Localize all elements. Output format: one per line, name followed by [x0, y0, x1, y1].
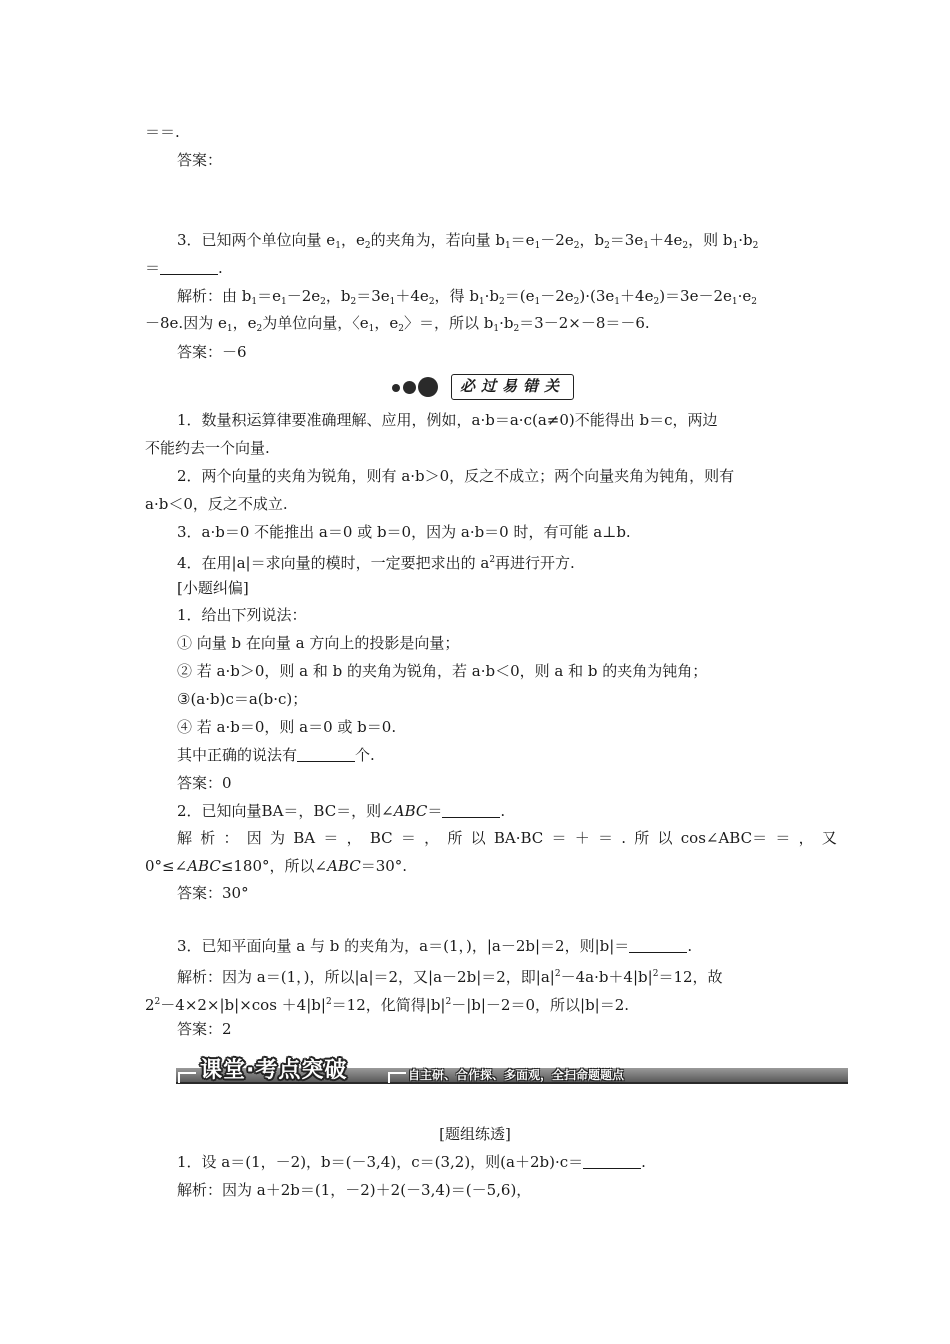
quiz-q3-solution-line2: $2^2-4\times 2\times|b|\times\cos +4|b|^2=12$，化简得$|b|^2-|b|-2=0$，所以|b|＝2.: [145, 996, 630, 1014]
quiz-q1-option-2: ② 若 a·b＞0，则 a 和 b 的夹角为锐角，若 a·b＜0，则 a 和 b 的夹角为钝角；: [177, 662, 708, 680]
quiz-q1-option-3: ③(a·b)c＝a(b·c)；: [177, 690, 308, 708]
quiz-q2-solution-line2: 0°≤∠ABC≤180°，所以∠ABC＝30°.: [145, 857, 408, 875]
banner-hook-decoration: [388, 1072, 406, 1083]
answer-blank: [297, 747, 355, 762]
banner-hook-decoration: [178, 1072, 196, 1083]
quiz-q2-solution-line1: 解 析 ： 因 为 BA ＝ ， BC ＝ ， 所 以 BA·BC ＝ ＋ ＝ . 所 以 cos∠ABC＝ ＝ ， 又: [177, 829, 837, 847]
answer-blank: [583, 1154, 641, 1169]
practice-q1-solution: 解析：因为 a＋2b＝(1，－2)＋2(－3,4)＝(－5,6)，: [177, 1181, 532, 1199]
section-banner-classroom: [176, 1057, 848, 1085]
q3-answer: 答案：－6: [177, 343, 247, 361]
q3-prompt-line1: 3．已知两个单位向量 $e_1$，$e_2$的夹角为，若向量 $b_1=e_1-2e_2$，$b_2=3e_1+4e_2$，则 $b_1\cdot b_2$: [177, 231, 759, 251]
answer-blank: [629, 938, 687, 953]
quiz-q2: 2．已知向量BA＝，BC＝，则∠ABC＝ .: [177, 802, 506, 820]
equation-fragment: ＝＝.: [145, 123, 180, 141]
quiz-q3-answer: 答案：2: [177, 1020, 232, 1038]
quiz-heading: [小题纠偏]: [177, 579, 249, 597]
pitfall-item-2-cont: a·b＜0，反之不成立.: [145, 495, 288, 513]
quiz-q3-solution-line1: 解析：因为 a＝(1，)，所以|a|＝2，又|a－2b|＝2，即$|a|^2-4a\cdot b+4|b|^2=12$，故: [177, 968, 723, 986]
pitfall-item-1: 1．数量积运算律要准确理解、应用，例如，a·b＝a·c(a≠0)不能得出 b＝c，两边: [177, 411, 718, 429]
q3-solution-line1: 解析：由 $b_1=e_1-2e_2$，$b_2=3e_1+4e_2$，得 $b_1\cdot b_2=(e_1-2e_2)\cdot(3e_1+4e_2)=3e-2e_1\cdot e_2$: [177, 287, 758, 307]
banner-title: 课堂·考点突破: [200, 1058, 348, 1083]
pitfall-item-3: 3．a·b＝0 不能推出 a＝0 或 b＝0，因为 a·b＝0 时，有可能 a⊥b.: [177, 523, 631, 541]
quiz-q1: 1．给出下列说法：: [177, 606, 307, 624]
quiz-q1-option-1: ① 向量 b 在向量 a 方向上的投影是向量；: [177, 634, 460, 652]
answer-blank: [442, 803, 500, 818]
quiz-q2-answer: 答案：30°: [177, 884, 249, 902]
section-banner-pitfalls: [392, 374, 622, 398]
decorative-dots: [392, 376, 452, 398]
quiz-q1-count: 其中正确的说法有 个.: [177, 746, 375, 764]
quiz-q1-option-4: ④ 若 a·b＝0，则 a＝0 或 b＝0.: [177, 718, 397, 736]
answer-label: 答案：: [177, 151, 223, 169]
quiz-q1-answer: 答案：0: [177, 774, 232, 792]
practice-heading: [题组练透]: [439, 1125, 511, 1143]
practice-q1: 1．设 a＝(1，－2)，b＝(－3,4)，c＝(3,2)，则(a＋2b)·c＝ .: [177, 1153, 646, 1171]
banner-tagline: 自主研、合作探、多面观，全扫命题题点: [408, 1068, 625, 1082]
pitfall-item-2: 2．两个向量的夹角为锐角，则有 a·b＞0，反之不成立；两个向量夹角为钝角，则有: [177, 467, 735, 485]
pitfall-item-4: 4．在用|a|＝求向量的模时，一定要把求出的 $a^2$再进行开方.: [177, 554, 575, 572]
q3-solution-line2: －8e.因为 $e_1$，$e_2$为单位向量，〈$e_1$，$e_2$〉＝，所以 $b_1\cdot b_2=3-2\times-8=-6$.: [145, 314, 650, 334]
section-title: 必过易错关: [451, 374, 574, 400]
q3-prompt-line2: ＝ .: [145, 259, 223, 277]
answer-blank: [160, 260, 218, 275]
quiz-q3: 3．已知平面向量 a 与 b 的夹角为，a＝(1，)，|a－2b|＝2，则|b|＝ .: [177, 937, 693, 955]
pitfall-item-1-cont: 不能约去一个向量.: [145, 439, 270, 457]
